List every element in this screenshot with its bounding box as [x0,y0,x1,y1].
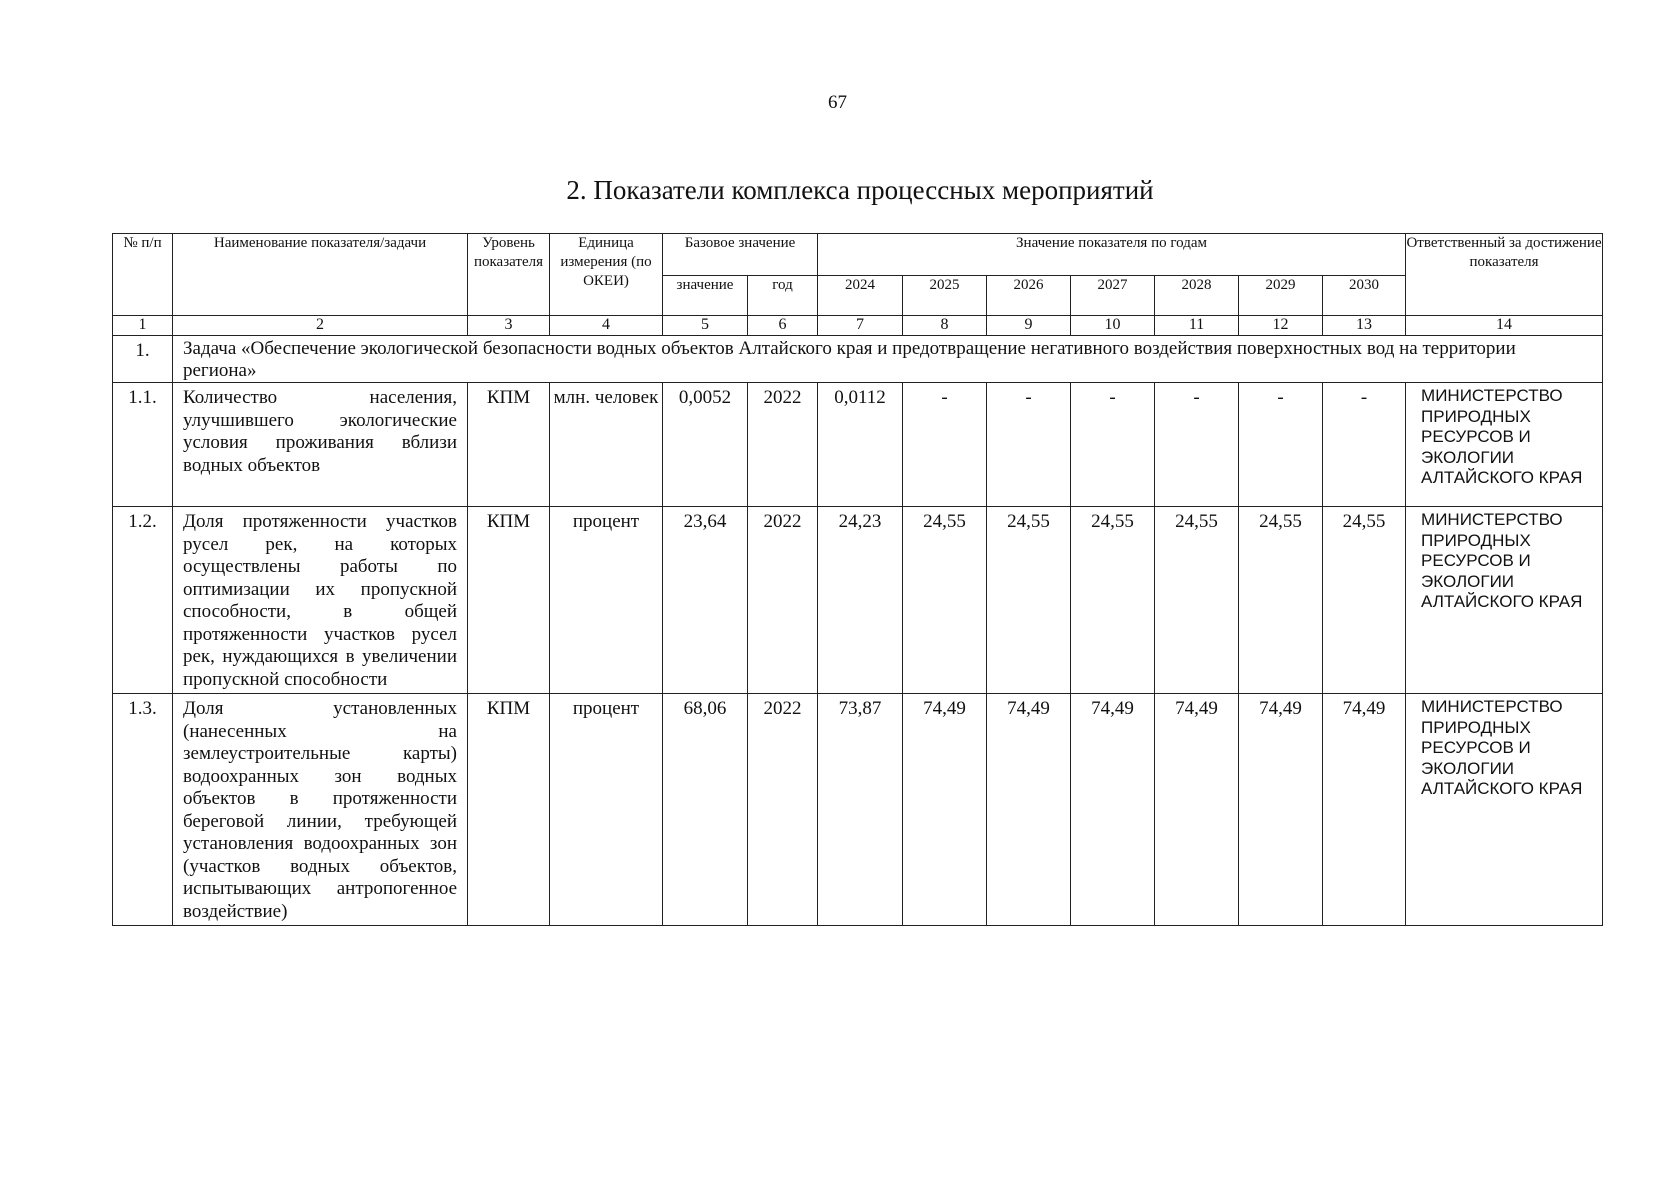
header-values-by-year: Значение показателя по годам [818,234,1406,276]
column-number: 11 [1155,316,1239,336]
value-2026: 24,55 [987,507,1071,694]
document-title: 2. Показатели комплекса процессных мероприятий [566,175,1154,205]
indicator-level: КПМ [468,507,550,694]
header-row-number: № п/п [113,234,173,316]
base-year: 2022 [748,694,818,926]
base-value: 0,0052 [663,383,748,507]
header-year-2027: 2027 [1071,276,1155,316]
header-year-2030: 2030 [1323,276,1406,316]
column-number: 8 [903,316,987,336]
column-number: 10 [1071,316,1155,336]
value-2027: 74,49 [1071,694,1155,926]
column-number: 3 [468,316,550,336]
header-year-2028: 2028 [1155,276,1239,316]
header-responsible: Ответственный за достижение показателя [1406,234,1603,316]
header-base-value: Базовое значение [663,234,818,276]
task-row [113,336,1603,383]
header-base-value-year: год [748,276,818,316]
column-number: 7 [818,316,903,336]
header-year-2024: 2024 [818,276,903,316]
row-number: 1.1. [113,383,173,507]
column-number: 6 [748,316,818,336]
value-2026: 74,49 [987,694,1071,926]
header-year-2029: 2029 [1239,276,1323,316]
value-2030: 24,55 [1323,507,1406,694]
page-number: 67 [828,92,847,113]
value-2025: 24,55 [903,507,987,694]
column-number: 12 [1239,316,1323,336]
table-row [113,694,1603,926]
indicator-name: Доля установленных (нанесенных на землеустроительные карты) водоохранных зон водных объектов в протяженности береговой линии, требующей установления водоохранных зон (участков водных объектов, испытывающих антропогенное воздействие) [173,694,468,926]
value-2029: 24,55 [1239,507,1323,694]
indicators-table [112,233,1603,926]
row-number: 1.3. [113,694,173,926]
value-2028: 24,55 [1155,507,1239,694]
indicator-name: Количество населения, улучшившего экологические условия проживания вблизи водных объектов [173,383,468,507]
responsible-ministry: МИНИСТЕРСТВО ПРИРОДНЫХ РЕСУРСОВ И ЭКОЛОГИИ АЛТАЙСКОГО КРАЯ [1406,507,1603,694]
indicator-level: КПМ [468,383,550,507]
column-number: 9 [987,316,1071,336]
value-2024: 73,87 [818,694,903,926]
column-number: 5 [663,316,748,336]
column-number: 4 [550,316,663,336]
value-2029: - [1239,383,1323,507]
row-number: 1.2. [113,507,173,694]
value-2028: - [1155,383,1239,507]
header-base-value-value: значение [663,276,748,316]
indicator-unit: процент [550,507,663,694]
value-2026: - [987,383,1071,507]
header-indicator-level: Уровень показателя [468,234,550,316]
column-number: 14 [1406,316,1603,336]
header-year-2026: 2026 [987,276,1071,316]
indicator-unit: процент [550,694,663,926]
indicator-level: КПМ [468,694,550,926]
indicator-unit: млн. человек [550,383,663,507]
responsible-ministry: МИНИСТЕРСТВО ПРИРОДНЫХ РЕСУРСОВ И ЭКОЛОГИИ АЛТАЙСКОГО КРАЯ [1406,383,1603,507]
value-2024: 24,23 [818,507,903,694]
table-row [113,383,1603,507]
column-number: 1 [113,316,173,336]
base-year: 2022 [748,507,818,694]
header-year-2025: 2025 [903,276,987,316]
responsible-ministry: МИНИСТЕРСТВО ПРИРОДНЫХ РЕСУРСОВ И ЭКОЛОГИИ АЛТАЙСКОГО КРАЯ [1406,694,1603,926]
base-year: 2022 [748,383,818,507]
value-2027: - [1071,383,1155,507]
value-2025: - [903,383,987,507]
value-2029: 74,49 [1239,694,1323,926]
value-2024: 0,0112 [818,383,903,507]
task-number: 1. [113,336,173,383]
value-2030: - [1323,383,1406,507]
base-value: 23,64 [663,507,748,694]
value-2027: 24,55 [1071,507,1155,694]
indicator-name: Доля протяженности участков русел рек, на которых осуществлены работы по оптимизации их пропускной способности, в общей протяженности участков русел рек, нуждающихся в увеличении пропускной способности [173,507,468,694]
header-unit: Единица измерения (по ОКЕИ) [550,234,663,316]
column-numbers-row [113,316,1603,336]
task-text: Задача «Обеспечение экологической безопасности водных объектов Алтайского края и предотвращение негативного воздействия поверхностных вод на территории региона» [173,336,1603,383]
table-row [113,507,1603,694]
value-2030: 74,49 [1323,694,1406,926]
base-value: 68,06 [663,694,748,926]
column-number: 13 [1323,316,1406,336]
column-number: 2 [173,316,468,336]
value-2028: 74,49 [1155,694,1239,926]
value-2025: 74,49 [903,694,987,926]
header-indicator-name: Наименование показателя/задачи [173,234,468,316]
